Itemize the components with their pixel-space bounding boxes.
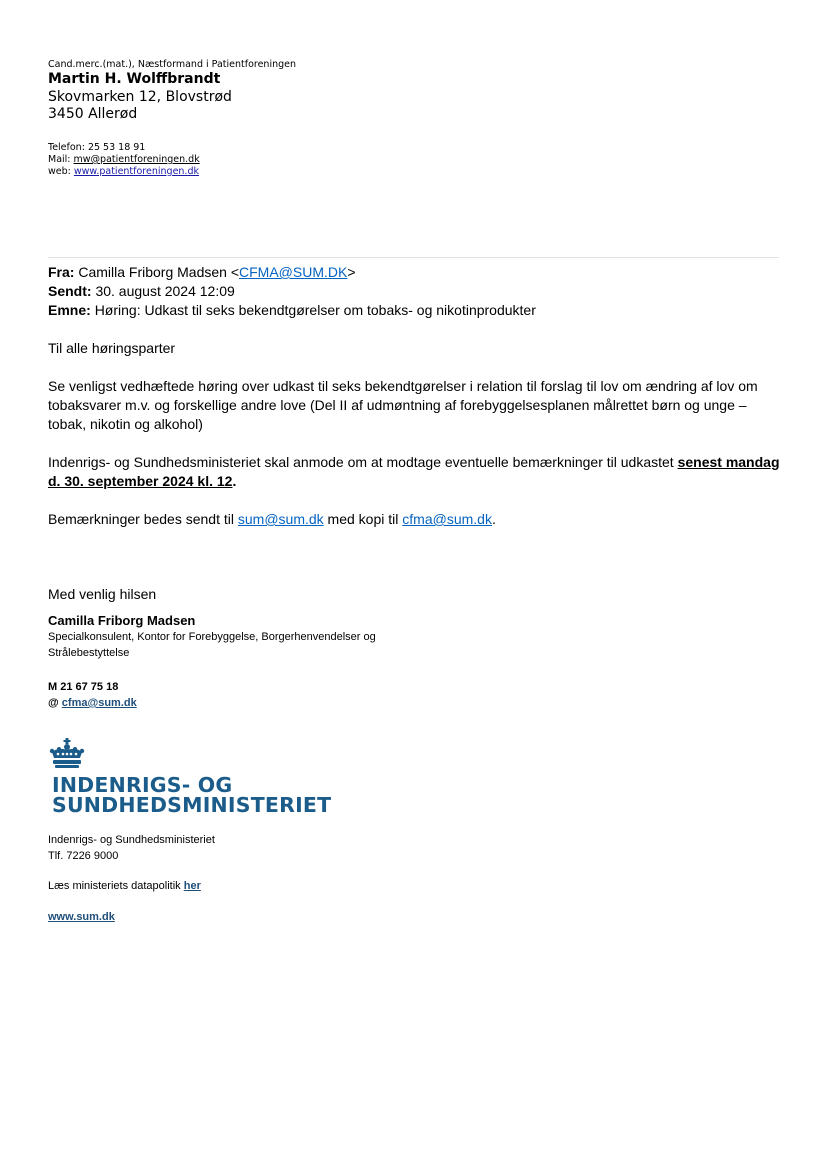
ministry-name: Indenrigs- og Sundhedsministeriet [48,834,215,846]
sender-title: Cand.merc.(mat.), Næstformand i Patientforeningen [48,59,297,70]
signature-mobile: M 21 67 75 18 [48,681,119,693]
crown-icon [48,738,86,770]
sender-contact-block [48,142,200,178]
ministry-contact [48,832,215,864]
subject-text: Høring: Udkast til seks bekendtgørelser om tobaks- og nikotinprodukter [94,302,536,318]
subject-line [48,301,783,320]
signature-role: Specialkonsulent, Kontor for Forebyggelse, Borgerhenvendelser og Strålebestyttelse [48,631,376,659]
from-line [48,263,783,282]
web-label: web: [48,166,71,177]
paragraph-deadline [48,453,783,491]
sender-address-street: Skovmarken 12, Blovstrød [48,89,232,105]
signature-email-line [48,695,783,711]
phone-value: 25 53 18 91 [87,142,146,153]
paragraph-hearing: Se venligst vedhæftede høring over udkast til seks bekendtgørelser i relation til forslag til lov om ændring af lov om tobaksvarer m.v. og forskellige andre love (Del II af udmøntning af forebyggelsesplanen målrettet børn og unge – tobak, nikotin og alkohol) [48,378,758,432]
signature-name: Camilla Friborg Madsen [48,613,196,628]
mail-link[interactable]: mw@patientforeningen.dk [73,154,200,165]
ministry-logo [48,738,332,818]
sender-name: Martin H. Wolffbrandt [48,71,221,87]
paragraph-send-to [48,510,783,529]
privacy-text: Læs ministeriets datapolitik [48,880,184,892]
mail-label: Mail: [48,154,71,165]
copy-text: med kopi til [323,511,403,527]
deadline-date: senest mandag d. 30. september 2024 kl. 12 [48,454,780,489]
sent-label: Sendt: [48,283,92,299]
phone-label: Telefon: [48,142,85,153]
logo-text-line2: SUNDHEDSMINISTERIET [52,793,332,817]
sent-line [48,282,783,301]
closing: Med venlig hilsen [48,586,157,602]
at-symbol: @ [48,697,59,709]
send-to-intro: Bemærkninger bedes sendt til [48,511,238,527]
cfma-email-link[interactable]: cfma@sum.dk [402,511,492,527]
from-label: Fra: [48,264,75,280]
deadline-intro: Indenrigs- og Sundhedsministeriet skal anmode om at modtage eventuelle bemærkninger til udkastet [48,454,678,470]
sender-address-city: 3450 Allerød [48,106,138,122]
deadline-period: . [232,473,237,489]
header-divider [48,257,779,258]
greeting: Til alle høringsparter [48,340,176,356]
web-line [48,166,200,178]
website-link[interactable]: www.sum.dk [48,911,115,923]
ministry-phone: Tlf. 7226 9000 [48,850,119,862]
phone-line [48,142,200,154]
logo-text-line1: INDENRIGS- OG [52,773,233,797]
send-to-period: . [491,511,496,527]
sum-email-link[interactable]: sum@sum.dk [237,511,324,527]
mail-line [48,154,200,166]
web-link[interactable]: www.patientforeningen.dk [73,166,199,177]
sent-date: 30. august 2024 12:09 [95,283,235,299]
from-email-link[interactable]: CFMA@SUM.DK [239,264,348,280]
subject-label: Emne: [48,302,91,318]
signature-email-link[interactable]: cfma@sum.dk [61,697,137,709]
privacy-line [48,878,201,894]
from-name: Camilla Friborg Madsen < [78,264,240,280]
privacy-link[interactable]: her [183,880,201,892]
from-close: > [347,264,356,280]
email-body [48,263,783,711]
website-line [48,909,115,925]
